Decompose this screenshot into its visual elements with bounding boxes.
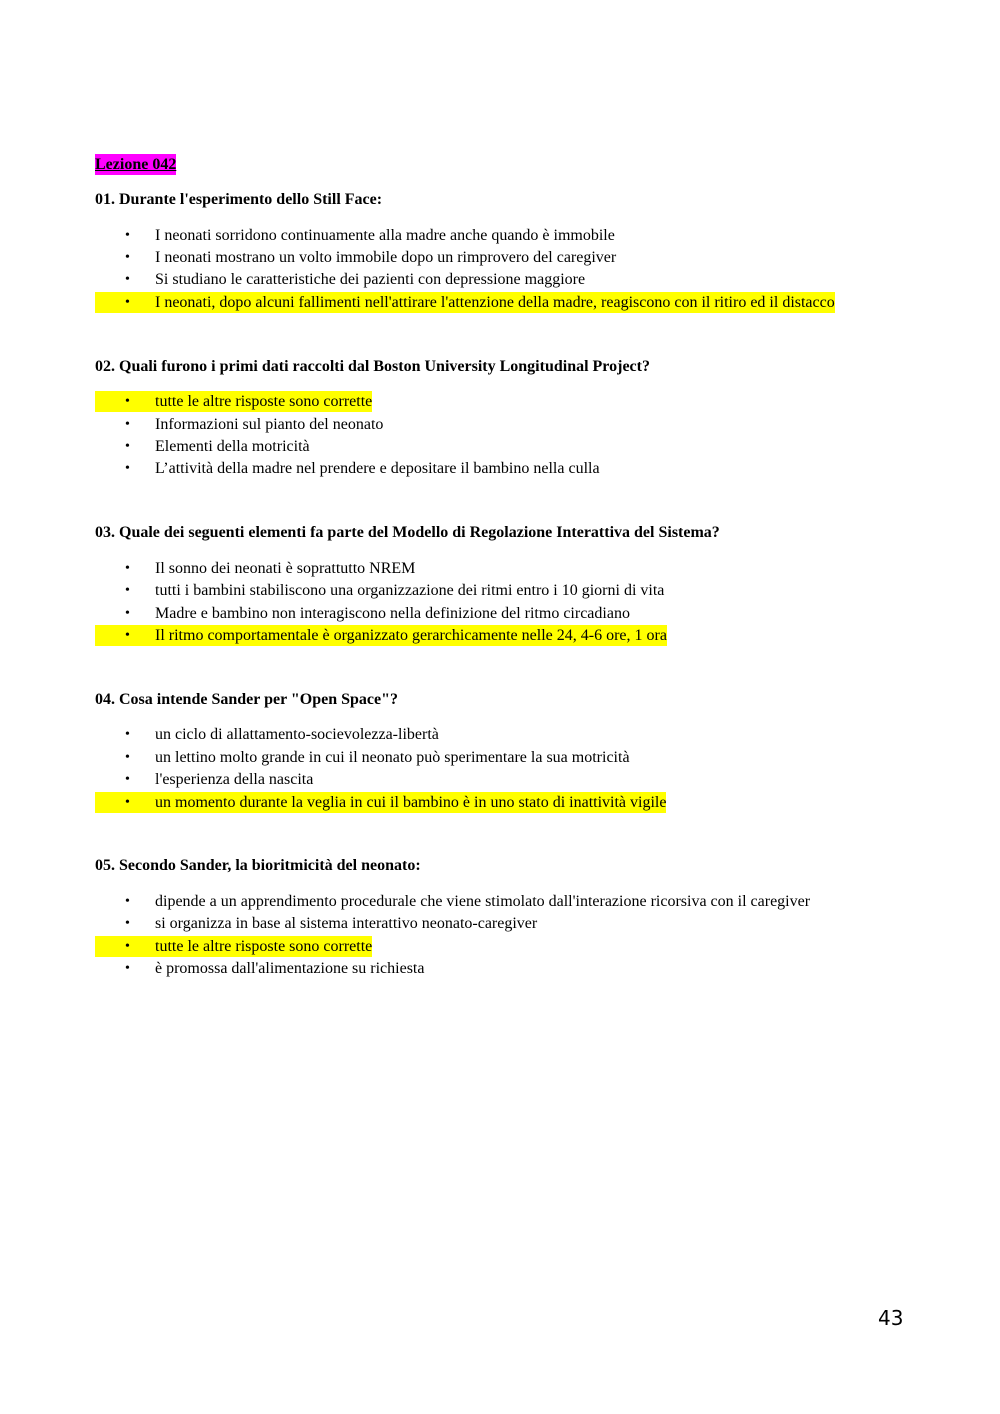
- answer-text: Elementi della motricità: [155, 438, 310, 456]
- answer-text: si organizza in base al sistema interattivo neonato-caregiver: [155, 915, 538, 933]
- answer-item: [95, 890, 915, 912]
- question-title: 01. Durante l'esperimento dello Still Face:: [95, 191, 383, 208]
- answer-text: Informazioni sul pianto del neonato: [155, 415, 384, 433]
- correct-answer-highlight: [95, 936, 372, 957]
- answer-item: [95, 269, 915, 291]
- answer-text: è promossa dall'alimentazione su richiesta: [155, 960, 425, 978]
- correct-answer-highlight: [95, 292, 835, 313]
- answer-text: Si studiano le caratteristiche dei pazienti con depressione maggiore: [155, 271, 586, 289]
- answer-item-correct: [95, 791, 915, 813]
- answer-item: [95, 246, 915, 268]
- bullet-icon: •: [95, 792, 155, 813]
- question-block: [95, 356, 915, 481]
- question-title: 04. Cosa intende Sander per "Open Space"?: [95, 690, 398, 708]
- answer-item-correct: [95, 935, 915, 957]
- answer-item-correct: [95, 391, 915, 413]
- bullet-icon: •: [125, 461, 130, 477]
- answer-item: [95, 913, 915, 935]
- answer-text: un ciclo di allattamento-socievolezza-libertà: [155, 726, 439, 744]
- answer-item: [95, 768, 915, 790]
- bullet-icon: •: [125, 605, 130, 621]
- answer-item: [95, 557, 915, 579]
- answer-text: I neonati sorridono continuamente alla madre anche quando è immobile: [155, 226, 615, 244]
- document-page: [95, 154, 915, 980]
- lesson-title: Lezione 042: [95, 156, 177, 173]
- answer-list: [95, 224, 915, 314]
- answer-text: Il ritmo comportamentale è organizzato gerarchicamente nelle 24, 4-6 ore, 1 ora: [155, 626, 667, 644]
- bullet-icon: •: [125, 272, 130, 288]
- bullet-icon: •: [95, 625, 155, 646]
- bullet-icon: •: [125, 583, 130, 599]
- bullet-icon: •: [125, 416, 130, 432]
- bullet-icon: •: [125, 772, 130, 788]
- answer-text: Il sonno dei neonati è soprattutto NREM: [155, 559, 416, 577]
- question-title: 02. Quali furono i primi dati raccolti dal Boston University Longitudinal Project?: [95, 357, 650, 375]
- answer-text: l'esperienza della nascita: [155, 771, 314, 789]
- answer-item: [95, 458, 915, 480]
- question-block: [95, 189, 915, 314]
- answer-text: tutti i bambini stabiliscono una organizzazione dei ritmi entro i 10 giorni di vita: [155, 582, 665, 600]
- answer-item: [95, 413, 915, 435]
- question-block: [95, 522, 915, 647]
- answer-item-correct: [95, 624, 915, 646]
- answer-item: [95, 957, 915, 979]
- bullet-icon: •: [125, 560, 130, 576]
- bullet-icon: •: [125, 250, 130, 266]
- bullet-icon: •: [95, 936, 155, 957]
- bullet-icon: •: [125, 916, 130, 932]
- correct-answer-highlight: [95, 391, 372, 412]
- answer-text: I neonati mostrano un volto immobile dopo un rimprovero del caregiver: [155, 249, 617, 267]
- answer-text: I neonati, dopo alcuni fallimenti nell'attirare l'attenzione della madre, reagiscono con il ritiro ed il distacco: [155, 293, 835, 311]
- bullet-icon: •: [125, 961, 130, 977]
- question-block: [95, 689, 915, 814]
- answer-text: Madre e bambino non interagiscono nella definizione del ritmo circadiano: [155, 604, 630, 622]
- question-title: 03. Quale dei seguenti elementi fa parte del Modello di Regolazione Interattiva del Sistema?: [95, 524, 720, 542]
- correct-answer-highlight: [95, 625, 667, 646]
- answer-text: un momento durante la veglia in cui il bambino è in uno stato di inattività vigile: [155, 793, 667, 811]
- bullet-icon: •: [125, 439, 130, 455]
- bullet-icon: •: [125, 227, 130, 243]
- bullet-icon: •: [125, 727, 130, 743]
- page-number: 43: [878, 1306, 904, 1330]
- bullet-icon: •: [95, 292, 155, 313]
- answer-list: [95, 557, 915, 647]
- answer-item: [95, 602, 915, 624]
- bullet-icon: •: [125, 893, 130, 909]
- answer-text: tutte le altre risposte sono corrette: [155, 393, 373, 411]
- answer-text: un lettino molto grande in cui il neonato può sperimentare la sua motricità: [155, 748, 630, 766]
- question-list: [95, 189, 915, 980]
- answer-list: [95, 724, 915, 814]
- bullet-icon: •: [125, 749, 130, 765]
- bullet-icon: •: [95, 391, 155, 412]
- answer-item: [95, 746, 915, 768]
- answer-text: dipende a un apprendimento procedurale che viene stimolato dall'interazione ricorsiva con il caregiver: [155, 892, 811, 910]
- question-block: [95, 855, 915, 980]
- answer-text: L’attività della madre nel prendere e depositare il bambino nella culla: [155, 460, 600, 478]
- answer-item: [95, 224, 915, 246]
- answer-list: [95, 391, 915, 481]
- answer-item-correct: [95, 291, 915, 313]
- answer-item: [95, 435, 915, 457]
- correct-answer-highlight: [95, 792, 666, 813]
- question-title: 05. Secondo Sander, la bioritmicità del neonato:: [95, 857, 421, 875]
- answer-item: [95, 580, 915, 602]
- answer-item: [95, 724, 915, 746]
- answer-text: tutte le altre risposte sono corrette: [155, 937, 373, 955]
- answer-list: [95, 890, 915, 980]
